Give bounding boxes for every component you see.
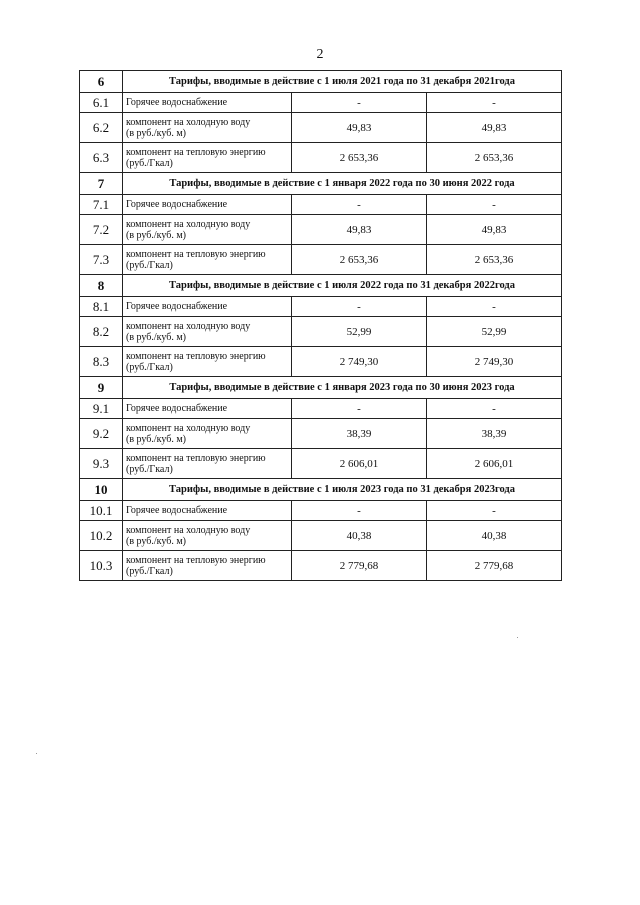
row-name	[123, 317, 292, 347]
row-name-line: (в руб./куб. м)	[126, 229, 186, 241]
section-title: Тарифы, вводимые в действие с 1 июля 2021 года по 31 декабря 2021года	[123, 71, 562, 93]
table-row	[80, 419, 562, 449]
tariff-value-2: -	[427, 297, 562, 317]
row-number: 8.2	[80, 317, 123, 347]
row-number: 7.2	[80, 215, 123, 245]
row-name-line: (в руб./куб. м)	[126, 535, 186, 547]
scan-speck	[36, 753, 37, 754]
row-number: 9.1	[80, 399, 123, 419]
tariff-value-1: -	[292, 297, 427, 317]
row-name-line: (руб./Гкал)	[126, 361, 173, 373]
section-header-row	[80, 275, 562, 297]
section-header-row	[80, 479, 562, 501]
table-row	[80, 317, 562, 347]
tariff-value-1: 49,83	[292, 215, 427, 245]
row-name-line: компонент на тепловую энергию	[126, 350, 266, 362]
row-name	[123, 419, 292, 449]
row-name-line: компонент на тепловую энергию	[126, 452, 266, 464]
tariff-value-1: 2 779,68	[292, 551, 427, 581]
row-name-line: (руб./Гкал)	[126, 565, 173, 577]
row-number: 8.3	[80, 347, 123, 377]
row-name	[123, 521, 292, 551]
tariff-value-1: 2 606,01	[292, 449, 427, 479]
tariff-value-2: 2 779,68	[427, 551, 562, 581]
tariff-value-2: 49,83	[427, 215, 562, 245]
tariff-value-2: 52,99	[427, 317, 562, 347]
tariff-value-2: 49,83	[427, 113, 562, 143]
row-name-line: компонент на холодную воду	[126, 320, 251, 332]
row-name-line: компонент на холодную воду	[126, 524, 251, 536]
row-number: 10.3	[80, 551, 123, 581]
tariff-value-2: 2 653,36	[427, 245, 562, 275]
row-name-line: компонент на холодную воду	[126, 422, 251, 434]
table-row	[80, 399, 562, 419]
tariff-value-1: 40,38	[292, 521, 427, 551]
row-name	[123, 449, 292, 479]
tariff-value-1: 2 653,36	[292, 143, 427, 173]
section-header-row	[80, 71, 562, 93]
tariff-value-1: 38,39	[292, 419, 427, 449]
section-title: Тарифы, вводимые в действие с 1 января 2023 года по 30 июня 2023 года	[123, 377, 562, 399]
row-name-line: (в руб./куб. м)	[126, 433, 186, 445]
section-title: Тарифы, вводимые в действие с 1 июля 2023 года по 31 декабря 2023года	[123, 479, 562, 501]
row-name	[123, 347, 292, 377]
tariff-value-1: 52,99	[292, 317, 427, 347]
table-row	[80, 347, 562, 377]
row-name-line: (в руб./куб. м)	[126, 127, 186, 139]
row-name-line: (руб./Гкал)	[126, 157, 173, 169]
row-number: 6.1	[80, 93, 123, 113]
row-number: 10.2	[80, 521, 123, 551]
table-row	[80, 93, 562, 113]
tariff-value-2: -	[427, 399, 562, 419]
row-name-line: Горячее водоснабжение	[126, 505, 228, 516]
row-number: 9.2	[80, 419, 123, 449]
tariff-value-1: -	[292, 195, 427, 215]
table-row	[80, 449, 562, 479]
row-name-line: (руб./Гкал)	[126, 259, 173, 271]
section-number: 8	[80, 275, 123, 297]
row-name-line: Горячее водоснабжение	[126, 301, 228, 312]
section-title: Тарифы, вводимые в действие с 1 июля 2022 года по 31 декабря 2022года	[123, 275, 562, 297]
tariff-value-2: 2 749,30	[427, 347, 562, 377]
row-name-line: Горячее водоснабжение	[126, 199, 228, 210]
table-row	[80, 297, 562, 317]
row-name-line: (руб./Гкал)	[126, 463, 173, 475]
row-name	[123, 245, 292, 275]
tariff-table-body	[80, 71, 562, 581]
table-row	[80, 245, 562, 275]
tariff-value-2: -	[427, 93, 562, 113]
row-name	[123, 215, 292, 245]
tariff-value-2: -	[427, 195, 562, 215]
row-name	[123, 113, 292, 143]
scan-speck	[517, 637, 518, 638]
row-name-line: компонент на холодную воду	[126, 116, 251, 128]
tariff-value-1: -	[292, 399, 427, 419]
row-name-line: компонент на тепловую энергию	[126, 146, 266, 158]
tariff-value-1: 2 653,36	[292, 245, 427, 275]
tariff-value-1: 49,83	[292, 113, 427, 143]
tariff-value-1: 2 749,30	[292, 347, 427, 377]
tariff-value-2: -	[427, 501, 562, 521]
table-row	[80, 501, 562, 521]
row-number: 9.3	[80, 449, 123, 479]
row-number: 7.3	[80, 245, 123, 275]
section-header-row	[80, 377, 562, 399]
section-header-row	[80, 173, 562, 195]
row-name-line: компонент на холодную воду	[126, 218, 251, 230]
tariff-value-1: -	[292, 93, 427, 113]
row-name	[123, 297, 292, 317]
row-name	[123, 93, 292, 113]
tariff-value-2: 2 606,01	[427, 449, 562, 479]
row-name	[123, 399, 292, 419]
row-name-line: компонент на тепловую энергию	[126, 554, 266, 566]
tariff-value-2: 40,38	[427, 521, 562, 551]
tariff-table	[79, 70, 562, 581]
tariff-value-2: 2 653,36	[427, 143, 562, 173]
row-name-line: Горячее водоснабжение	[126, 97, 228, 108]
row-name	[123, 195, 292, 215]
row-name-line: компонент на тепловую энергию	[126, 248, 266, 260]
section-number: 9	[80, 377, 123, 399]
table-row	[80, 521, 562, 551]
tariff-value-1: -	[292, 501, 427, 521]
row-name	[123, 501, 292, 521]
row-name	[123, 143, 292, 173]
table-row	[80, 195, 562, 215]
row-number: 8.1	[80, 297, 123, 317]
row-number: 6.2	[80, 113, 123, 143]
row-name-line: (в руб./куб. м)	[126, 331, 186, 343]
table-row	[80, 143, 562, 173]
section-number: 7	[80, 173, 123, 195]
section-title: Тарифы, вводимые в действие с 1 января 2022 года по 30 июня 2022 года	[123, 173, 562, 195]
section-number: 10	[80, 479, 123, 501]
table-row	[80, 551, 562, 581]
row-name	[123, 551, 292, 581]
tariff-value-2: 38,39	[427, 419, 562, 449]
row-number: 7.1	[80, 195, 123, 215]
row-number: 10.1	[80, 501, 123, 521]
row-number: 6.3	[80, 143, 123, 173]
row-name-line: Горячее водоснабжение	[126, 403, 228, 414]
table-row	[80, 215, 562, 245]
page-number: 2	[316, 47, 324, 62]
table-row	[80, 113, 562, 143]
section-number: 6	[80, 71, 123, 93]
